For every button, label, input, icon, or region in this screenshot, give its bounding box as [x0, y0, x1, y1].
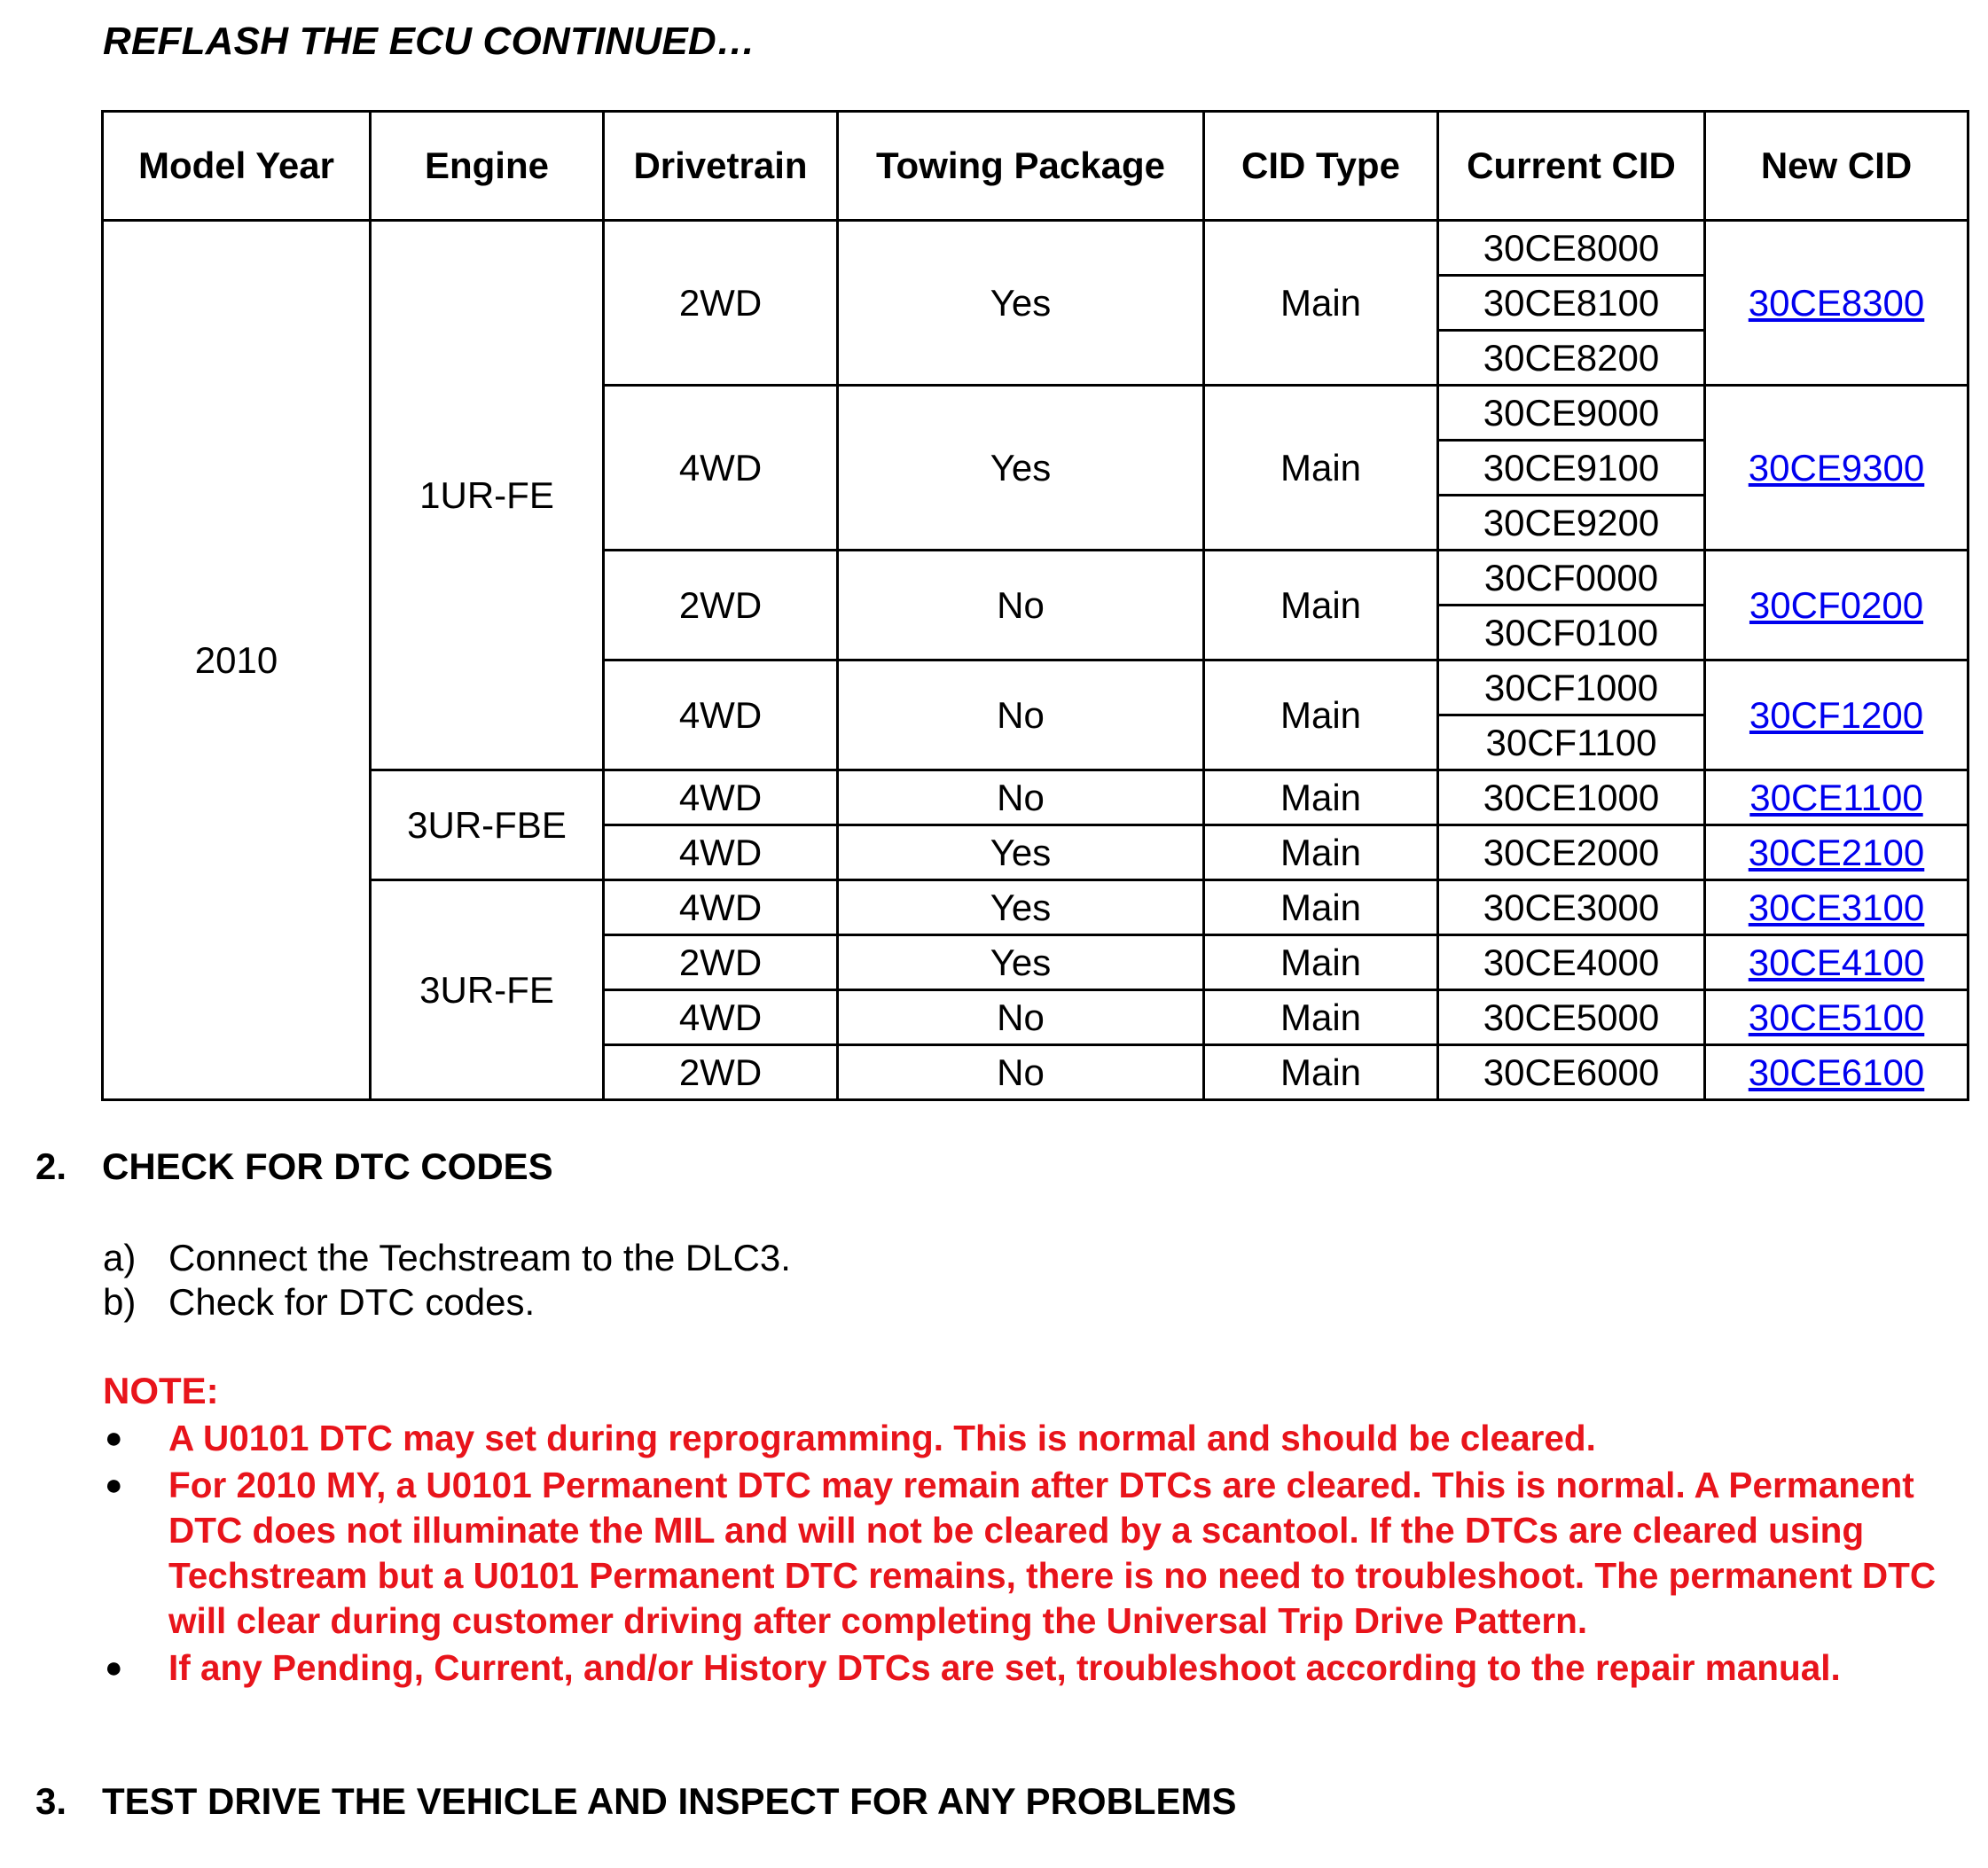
towing-cell: Yes	[838, 880, 1204, 935]
towing-cell: No	[838, 1045, 1204, 1100]
note-title: NOTE:	[103, 1370, 219, 1411]
towing-cell: Yes	[838, 221, 1204, 386]
towing-cell: No	[838, 990, 1204, 1045]
new-cid-link[interactable]: 30CF0200	[1749, 583, 1924, 626]
cid-type-cell: Main	[1204, 770, 1438, 825]
model-year-cell: 2010	[103, 221, 371, 1100]
new-cid-link[interactable]: 30CE3100	[1748, 886, 1925, 928]
drivetrain-cell: 4WD	[604, 660, 838, 770]
cid-type-cell: Main	[1204, 221, 1438, 386]
section-2-heading	[35, 1145, 553, 1188]
current-cid-cell: 30CF0000	[1438, 551, 1705, 606]
page-heading: REFLASH THE ECU CONTINUED…	[103, 20, 756, 63]
new-cid-cell	[1705, 660, 1968, 770]
section-number: 2.	[35, 1145, 67, 1187]
current-cid-cell: 30CE6000	[1438, 1045, 1705, 1100]
new-cid-link[interactable]: 30CE5100	[1748, 996, 1925, 1038]
towing-cell: Yes	[838, 386, 1204, 551]
new-cid-link[interactable]: 30CE6100	[1748, 1051, 1925, 1093]
new-cid-cell	[1705, 221, 1968, 386]
new-cid-cell	[1705, 880, 1968, 935]
section-title: TEST DRIVE THE VEHICLE AND INSPECT FOR ANY PROBLEMS	[102, 1780, 1237, 1822]
current-cid-cell: 30CE9000	[1438, 386, 1705, 441]
current-cid-cell: 30CE1000	[1438, 770, 1705, 825]
section-title: CHECK FOR DTC CODES	[102, 1145, 553, 1187]
table-row	[103, 770, 1968, 825]
current-cid-cell: 30CE9200	[1438, 496, 1705, 551]
towing-cell: No	[838, 551, 1204, 660]
header-current-cid: Current CID	[1438, 112, 1705, 221]
table-row	[103, 880, 1968, 935]
header-drivetrain: Drivetrain	[604, 112, 838, 221]
current-cid-cell: 30CE8100	[1438, 276, 1705, 331]
bullet-icon: ●	[105, 1421, 123, 1455]
new-cid-link[interactable]: 30CE1100	[1749, 776, 1923, 818]
drivetrain-cell: 2WD	[604, 935, 838, 990]
current-cid-cell: 30CE2000	[1438, 825, 1705, 880]
note-list	[103, 1416, 1974, 1692]
engine-cell: 3UR-FE	[371, 880, 604, 1100]
current-cid-cell: 30CF0100	[1438, 606, 1705, 660]
note-item	[103, 1416, 1974, 1461]
current-cid-cell: 30CE8000	[1438, 221, 1705, 276]
drivetrain-cell: 4WD	[604, 386, 838, 551]
header-new-cid: New CID	[1705, 112, 1968, 221]
new-cid-link[interactable]: 30CE9300	[1748, 446, 1925, 488]
new-cid-cell	[1705, 990, 1968, 1045]
new-cid-link[interactable]: 30CF1200	[1749, 693, 1924, 736]
new-cid-cell	[1705, 551, 1968, 660]
note-item-text: If any Pending, Current, and/or History DTCs are set, troubleshoot according to the repair manual.	[168, 1647, 1841, 1688]
current-cid-cell: 30CF1000	[1438, 660, 1705, 715]
step-text: Check for DTC codes.	[168, 1281, 536, 1323]
current-cid-cell: 30CE5000	[1438, 990, 1705, 1045]
cid-type-cell: Main	[1204, 386, 1438, 551]
step-a	[103, 1237, 791, 1279]
cid-type-cell: Main	[1204, 935, 1438, 990]
drivetrain-cell: 4WD	[604, 880, 838, 935]
cid-type-cell: Main	[1204, 990, 1438, 1045]
new-cid-cell	[1705, 1045, 1968, 1100]
cid-table	[101, 110, 1969, 1101]
towing-cell: Yes	[838, 935, 1204, 990]
table-header-row	[103, 112, 1968, 221]
engine-cell: 3UR-FBE	[371, 770, 604, 880]
towing-cell: No	[838, 770, 1204, 825]
engine-cell: 1UR-FE	[371, 221, 604, 770]
new-cid-cell	[1705, 935, 1968, 990]
towing-cell: No	[838, 660, 1204, 770]
current-cid-cell: 30CF1100	[1438, 715, 1705, 770]
cid-type-cell: Main	[1204, 660, 1438, 770]
current-cid-cell: 30CE4000	[1438, 935, 1705, 990]
note-item-text: A U0101 DTC may set during reprogramming. This is normal and should be cleared.	[168, 1418, 1596, 1458]
towing-cell: Yes	[838, 825, 1204, 880]
step-b	[103, 1281, 535, 1324]
new-cid-link[interactable]: 30CE4100	[1748, 941, 1925, 983]
drivetrain-cell: 4WD	[604, 990, 838, 1045]
drivetrain-cell: 2WD	[604, 221, 838, 386]
current-cid-cell: 30CE3000	[1438, 880, 1705, 935]
drivetrain-cell: 2WD	[604, 1045, 838, 1100]
header-cid-type: CID Type	[1204, 112, 1438, 221]
bullet-icon: ●	[105, 1468, 123, 1502]
new-cid-cell	[1705, 825, 1968, 880]
cid-type-cell: Main	[1204, 551, 1438, 660]
current-cid-cell: 30CE9100	[1438, 441, 1705, 496]
cid-type-cell: Main	[1204, 1045, 1438, 1100]
new-cid-cell	[1705, 386, 1968, 551]
current-cid-cell: 30CE8200	[1438, 331, 1705, 386]
header-towing-package: Towing Package	[838, 112, 1204, 221]
header-model-year: Model Year	[103, 112, 371, 221]
cid-type-cell: Main	[1204, 825, 1438, 880]
cid-type-cell: Main	[1204, 880, 1438, 935]
section-3-heading	[35, 1780, 1237, 1823]
drivetrain-cell: 4WD	[604, 825, 838, 880]
note-item-text: For 2010 MY, a U0101 Permanent DTC may remain after DTCs are cleared. This is normal. A Permanent DTC does not illuminate the MIL and will not be cleared by a scantool. If the DTCs are cleared using Techstream but a U0101 Permanent DTC remains, there is no need to troubleshoot. The permanent DTC will clear during customer driving after completing the Universal Trip Drive Pattern.	[168, 1465, 1937, 1641]
bullet-icon: ●	[105, 1651, 123, 1684]
note-item	[103, 1645, 1974, 1691]
header-engine: Engine	[371, 112, 604, 221]
new-cid-cell	[1705, 770, 1968, 825]
drivetrain-cell: 2WD	[604, 551, 838, 660]
new-cid-link[interactable]: 30CE2100	[1748, 831, 1925, 873]
table-row	[103, 221, 1968, 276]
step-text: Connect the Techstream to the DLC3.	[168, 1237, 791, 1278]
step-letter: a)	[103, 1237, 137, 1278]
section-number: 3.	[35, 1780, 67, 1822]
step-letter: b)	[103, 1281, 137, 1323]
drivetrain-cell: 4WD	[604, 770, 838, 825]
note-item	[103, 1463, 1974, 1644]
new-cid-link[interactable]: 30CE8300	[1748, 281, 1925, 324]
